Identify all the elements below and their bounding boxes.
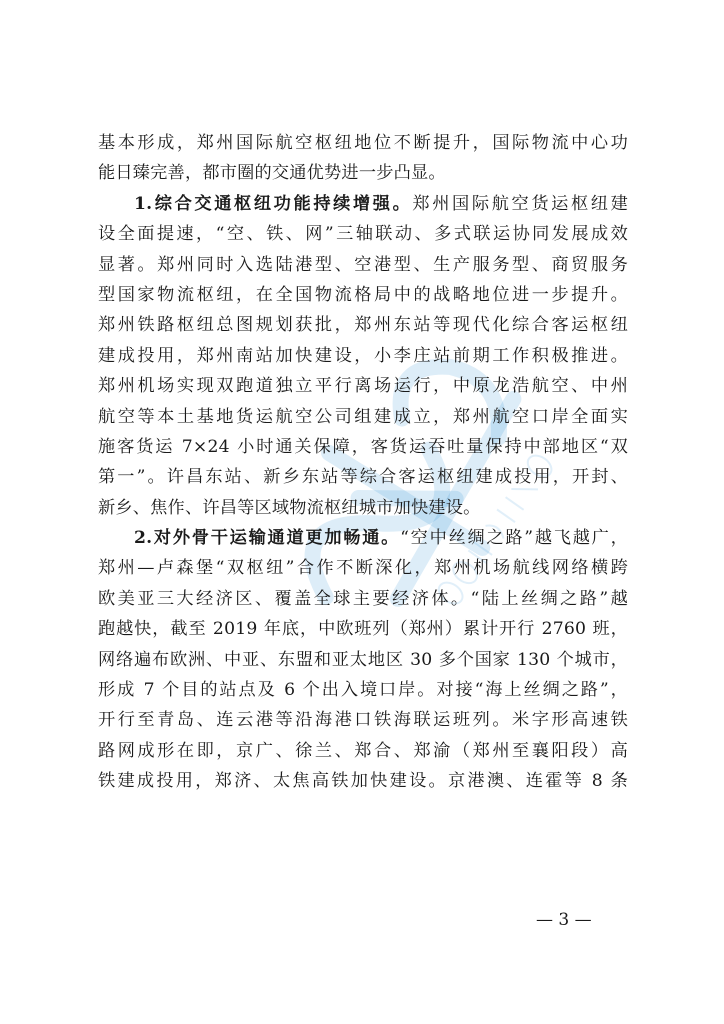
text-line: 航空等本土基地货运航空公司组建成立，郑州航空口岸全面实 xyxy=(98,406,628,427)
text-line: 开行至青岛、连云港等沿海港口铁海联运班列。米字形高速铁 xyxy=(98,710,628,731)
text-line: 铁建成投用，郑济、太焦高铁加快建设。京港澳、连霍等 8 条 xyxy=(98,771,628,792)
text-line: 郑州铁路枢纽总图规划获批，郑州东站等现代化综合客运枢纽 xyxy=(98,315,628,336)
text-line: 施客货运 7×24 小时通关保障，客货运吞吐量保持中部地区“双 xyxy=(98,436,628,457)
text-line: 跑越快，截至 2019 年底，中欧班列（郑州）累计开行 2760 班， xyxy=(98,619,628,640)
text-line: 显著。郑州同时入选陆港型、空港型、生产服务型、商贸服务 xyxy=(98,254,628,275)
text-line: 建成投用，郑州南站加快建设，小李庄站前期工作积极推进。 xyxy=(98,345,628,366)
text-line: 设全面提速，“空、铁、网”三轴联动、多式联运协同发展成效 xyxy=(98,224,628,245)
text-line: 能日臻完善，都市圈的交通优势进一步凸显。 xyxy=(98,163,446,184)
section-heading: 1.综合交通枢纽功能持续增强。 xyxy=(134,193,413,214)
text-line: 第一”。许昌东站、新乡东站等综合客运枢纽建成投用，开封、 xyxy=(98,467,628,488)
section-heading: 2.对外骨干运输通道更加畅通。 xyxy=(134,528,401,549)
text-span: “空中丝绸之路”越飞越广， xyxy=(400,528,628,549)
text-line xyxy=(98,189,628,219)
text-line: 网络遍布欧洲、中亚、东盟和亚太地区 30 多个国家 130 个城市， xyxy=(98,649,628,670)
text-line: 基本形成，郑州国际航空枢纽地位不断提升，国际物流中心功 xyxy=(98,133,628,153)
body-text xyxy=(98,128,628,797)
text-line xyxy=(98,523,628,553)
text-line: 郑州机场实现双跑道独立平行离场运行，中原龙浩航空、中州 xyxy=(98,376,628,397)
text-line: 路网成形在即，京广、徐兰、郑合、郑渝（郑州至襄阳段）高 xyxy=(98,740,628,761)
text-line: 形成 7 个目的站点及 6 个出入境口岸。对接“海上丝绸之路”， xyxy=(98,680,628,701)
text-line: 型国家物流枢纽，在全国物流格局中的战略地位进一步提升。 xyxy=(98,284,628,305)
page-number: — 3 — xyxy=(536,910,592,930)
text-line: 郑州—卢森堡“双枢纽”合作不断深化，郑州机场航线网络横跨 xyxy=(98,558,628,579)
text-line: 新乡、焦作、许昌等区域物流枢纽城市加快建设。 xyxy=(98,497,481,518)
text-line: 欧美亚三大经济区、覆盖全球主要经济体。“陆上丝绸之路”越 xyxy=(98,588,628,609)
text-span: 郑州国际航空货运枢纽建 xyxy=(412,193,628,214)
